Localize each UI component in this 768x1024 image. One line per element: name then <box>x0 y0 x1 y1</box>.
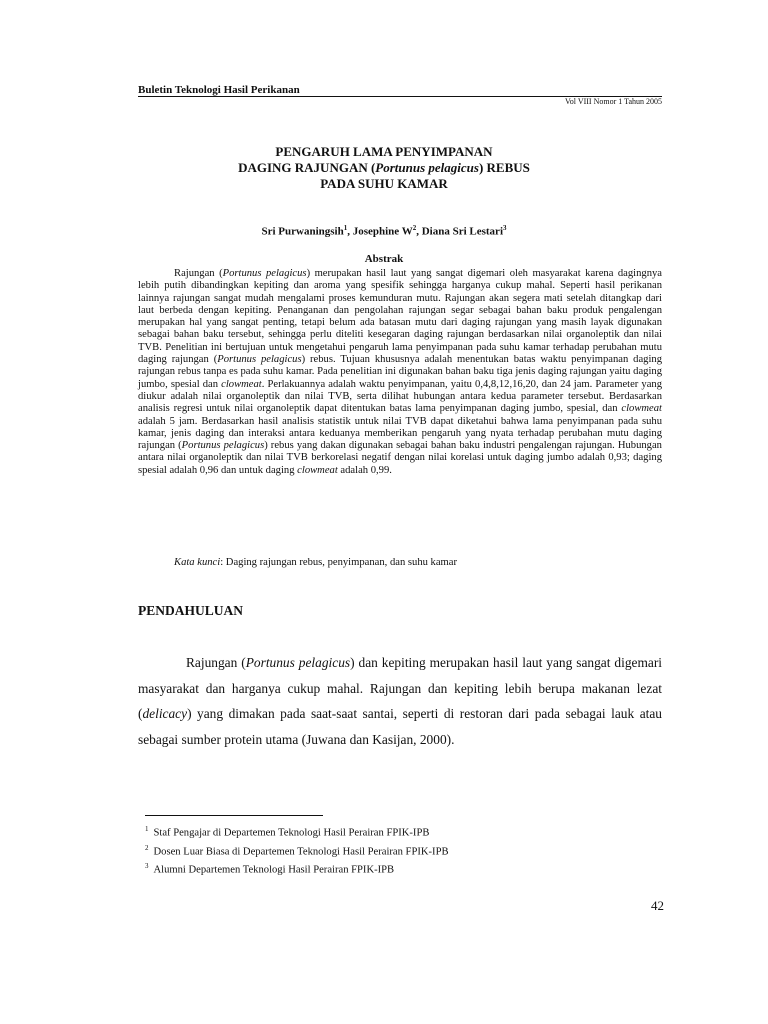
author-name: Sri Purwaningsih <box>261 225 344 238</box>
abstract-text: Rajungan ( <box>174 268 223 279</box>
body-text: ) yang dimakan pada saat-saat santai, seperti di restoran dari pada sebagai lauk atau sebagai sumber protein utama (Juwana dan Kasijan, 2000). <box>138 706 662 747</box>
title-text: DAGING RAJUNGAN ( <box>238 160 376 175</box>
footnote-number: 2 <box>145 843 149 852</box>
keywords-text: : Daging rajungan rebus, penyimpanan, dan suhu kamar <box>220 557 458 568</box>
body-text: Rajungan ( <box>186 655 246 670</box>
abstract-text: ) rebus yang dakan digunakan sebagai bahan baku industri pengalengan rajungan. Hubungan antara nilai organoleptik dan nilai TVB berkorelasi negatif dengan nilai korelasi untuk daging jumbo adalah 0,93; daging spesial adalah 0,96 dan untuk daging <box>138 440 662 476</box>
title-line-3: PADA SUHU KAMAR <box>320 176 448 191</box>
footnote-rule <box>145 815 323 816</box>
abstract-text: ) rebus. Tujuan khususnya adalah menentukan batas waktu penyimpanan daging rajungan rebus tanpa es pada suhu kamar. Pada penelitian ini digunakan bahan baku tiga jenis daging rajungan yaitu daging jumbo, spesial dan <box>138 354 662 390</box>
abstract-paragraph <box>138 268 662 477</box>
species-name: Portunus pelagicus <box>222 268 307 279</box>
footnote-text: Staf Pengajar di Departemen Teknologi Hasil Perairan FPIK-IPB <box>153 827 430 839</box>
footnote <box>145 859 449 878</box>
species-name: Portunus pelagicus <box>217 354 302 366</box>
section-heading: PENDAHULUAN <box>138 603 244 618</box>
abstract-text: adalah 5 jam. Berdasarkan hasil analisis statistik untuk nilai TVB dapat diketahui bahwa lama penyimpanan pada suhu kamar, jenis daging dan interaksi antara keduanya memberikan pengaruh yang nyata terhadap perubahan mutu daging rajungan ( <box>138 415 662 452</box>
title-species: Portunus pelagicus <box>375 160 479 175</box>
author-name: Josephine W <box>352 225 413 238</box>
keywords <box>174 557 457 568</box>
term-italic: clowmeat <box>621 403 662 415</box>
term-italic: clowmeat <box>221 378 262 390</box>
species-name: Portunus pelagicus <box>245 655 351 670</box>
author-affiliation-mark: 3 <box>503 224 507 232</box>
term-italic: delicacy <box>142 706 188 721</box>
volume-info: Vol VIII Nomor 1 Tahun 2005 <box>565 97 662 106</box>
footnotes <box>145 822 449 878</box>
journal-name: Buletin Teknologi Hasil Perikanan <box>138 84 300 96</box>
footnote-number: 1 <box>145 825 149 833</box>
body-text: ) dan kepiting merupakan hasil laut yang sangat digemari masyarakat dan harganya cukup mahal. Rajungan dan kepiting lebih berupa makanan lezat ( <box>138 655 662 721</box>
footnote <box>145 822 449 841</box>
abstract-text: . Perlakuannya adalah waktu penyimpanan, yaitu 0,4,8,12,16,20, dan 24 jam. Parameter yang diukur adalah nilai organoleptik dan nilai TVB, serta dilihat hubungan antara kedua parameter tersebut. Berdasarkan analisis regresi untuk nilai organoleptik dapat ditentukan batas lama penyimpanan daging jumbo, spesial, dan <box>138 378 663 415</box>
article-title <box>0 144 768 192</box>
intro-body <box>138 650 662 752</box>
author-separator: , <box>416 225 422 238</box>
author-affiliation-mark: 1 <box>343 224 348 232</box>
intro-paragraph <box>138 650 662 752</box>
footnote-text: Dosen Luar Biasa di Departemen Teknologi Hasil Perairan FPIK-IPB <box>153 846 449 858</box>
abstract-body <box>138 268 662 477</box>
title-line-1: PENGARUH LAMA PENYIMPANAN <box>275 144 493 159</box>
page-number: 42 <box>651 898 664 913</box>
footnote-number: 3 <box>145 862 149 871</box>
term-italic: clowmeat <box>297 464 338 476</box>
title-line-2 <box>0 160 768 176</box>
species-name: Portunus pelagicus <box>181 440 265 452</box>
author-affiliation-mark: 2 <box>412 224 417 232</box>
title-text: ) REBUS <box>478 160 530 175</box>
author-list <box>0 224 768 238</box>
footnote <box>145 841 449 860</box>
abstract-text: ) merupakan hasil laut yang sangat digemari oleh masyarakat karena dagingnya lebih putih dibandingkan kepiting dan aroma yang spesifik sehingga harganya cukup mahal. Seperti hasil perikanan lainnya rajungan sangat mudah mengalami proses kemunduran mutu. Rajungan akan segera mati setelah ditangkap dari laut berbeda dengan kepiting. Penanganan dan pengolahan rajungan segar sebagai bahan baku produk pengalengan merupakan hal yang sangat penting, tetapi belum ada batasan mutu dari daging rajungan yang masih layak digunakan sebagai bahan baku tersebut, sehingga perlu diteliti kesegaran daging rajungan berdasarkan nilai organoleptik dan nilai TVB. Penelitian ini bertujuan untuk mengetahui pengaruh lama penyimpanan pada suhu kamar terhadap perubahan mutu daging rajungan ( <box>138 268 663 366</box>
abstract-text: adalah 0,99. <box>337 464 392 476</box>
footnote-text: Alumni Departemen Teknologi Hasil Perairan FPIK-IPB <box>153 864 395 876</box>
keywords-label: Kata kunci <box>174 557 221 568</box>
abstract-heading: Abstrak <box>364 253 404 265</box>
author-name: Diana Sri Lestari <box>421 225 503 238</box>
author-separator: , <box>347 225 353 238</box>
